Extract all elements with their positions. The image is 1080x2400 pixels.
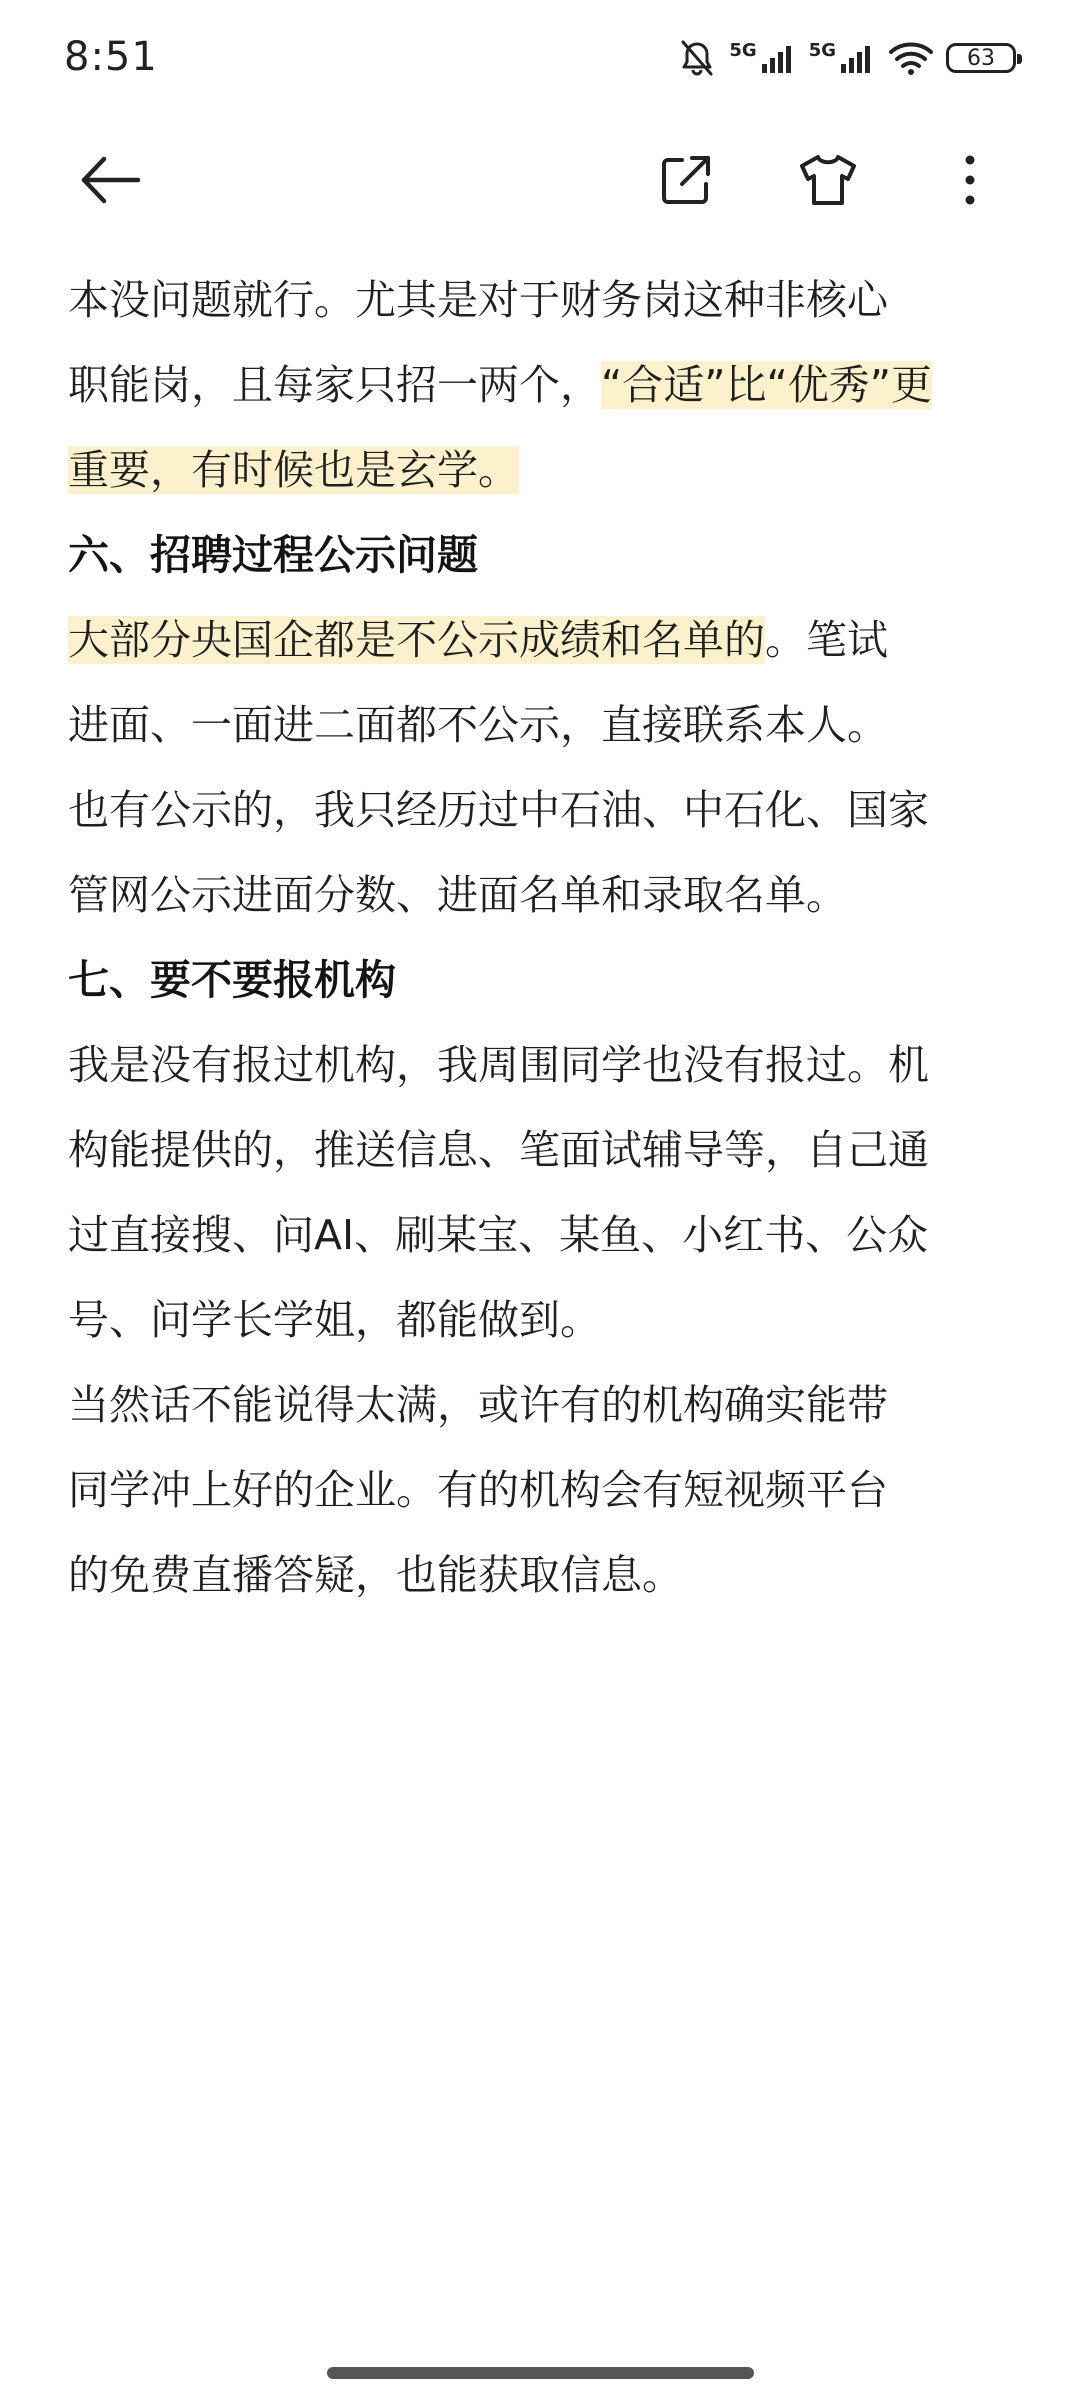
section-heading (68, 513, 1018, 598)
paragraph-line (68, 768, 1018, 853)
paragraph-line (68, 343, 1018, 428)
back-button[interactable] (60, 130, 160, 230)
status-time: 8:51 (64, 34, 158, 80)
paragraph-line (68, 1278, 1018, 1363)
battery-icon (946, 43, 1016, 73)
text-segment: 也有公示的，我只经历过中石油、中石化、国家 (68, 786, 929, 834)
paragraph-line (68, 683, 1018, 768)
network-label-1: 5G (729, 39, 757, 61)
text-segment: 本没问题就行。尤其是对于财务岗这种非核心 (68, 276, 888, 324)
highlighted-text: 大部分央国企都是不公示成绩和名单的 (68, 616, 765, 664)
paragraph-line (68, 598, 1018, 683)
back-arrow-icon (78, 155, 142, 205)
signal-icon (761, 42, 797, 74)
text-segment: 职能岗，且每家只招一两个， (68, 361, 601, 409)
paragraph-line (68, 1363, 1018, 1448)
text-segment: 的免费直播答疑，也能获取信息。 (68, 1551, 683, 1599)
toolbar (0, 130, 1080, 230)
network-label-2: 5G (808, 39, 836, 61)
home-indicator[interactable] (327, 2367, 754, 2379)
highlighted-text: “合适”比“优秀”更 (601, 361, 932, 409)
wifi-icon (888, 40, 934, 76)
paragraph-line (68, 258, 1018, 343)
status-bar (0, 0, 1080, 120)
text-segment: 六、招聘过程公示问题 (68, 531, 478, 579)
more-button[interactable] (920, 130, 1020, 230)
paragraph-line (68, 853, 1018, 938)
paragraph-line (68, 1108, 1018, 1193)
paragraph-line (68, 428, 1018, 513)
share-button[interactable] (636, 130, 736, 230)
share-icon (658, 152, 714, 208)
battery-level: 63 (967, 45, 995, 71)
text-segment: 我是没有报过机构，我周围同学也没有报过。机 (68, 1041, 929, 1089)
paragraph-line (68, 1448, 1018, 1533)
article-content (68, 258, 1018, 1618)
text-segment: 构能提供的，推送信息、笔面试辅导等，自己通 (68, 1126, 929, 1174)
signal-icon (840, 42, 876, 74)
text-segment: 七、要不要报机构 (68, 956, 396, 1004)
more-icon (960, 152, 980, 208)
text-segment: 当然话不能说得太满，或许有的机构确实能带 (68, 1381, 888, 1429)
text-segment: 进面、一面进二面都不公示，直接联系本人。 (68, 701, 888, 749)
paragraph-line (68, 1023, 1018, 1108)
text-segment: 。笔试 (765, 616, 888, 664)
text-segment: 号、问学长学姐，都能做到。 (68, 1296, 601, 1344)
text-segment: 过直接搜、问AI、刷某宝、某鱼、小红书、公众 (68, 1211, 929, 1259)
status-icons (677, 34, 1016, 82)
paragraph-line (68, 1193, 1018, 1278)
text-segment: 管网公示进面分数、进面名单和录取名单。 (68, 871, 847, 919)
mute-bell-icon (677, 38, 717, 78)
highlighted-text: 重要，有时候也是玄学。 (68, 446, 519, 494)
section-heading (68, 938, 1018, 1023)
text-segment: 同学冲上好的企业。有的机构会有短视频平台 (68, 1466, 888, 1514)
theme-button[interactable] (778, 130, 878, 230)
shirt-icon (798, 152, 858, 208)
paragraph-line (68, 1533, 1018, 1618)
